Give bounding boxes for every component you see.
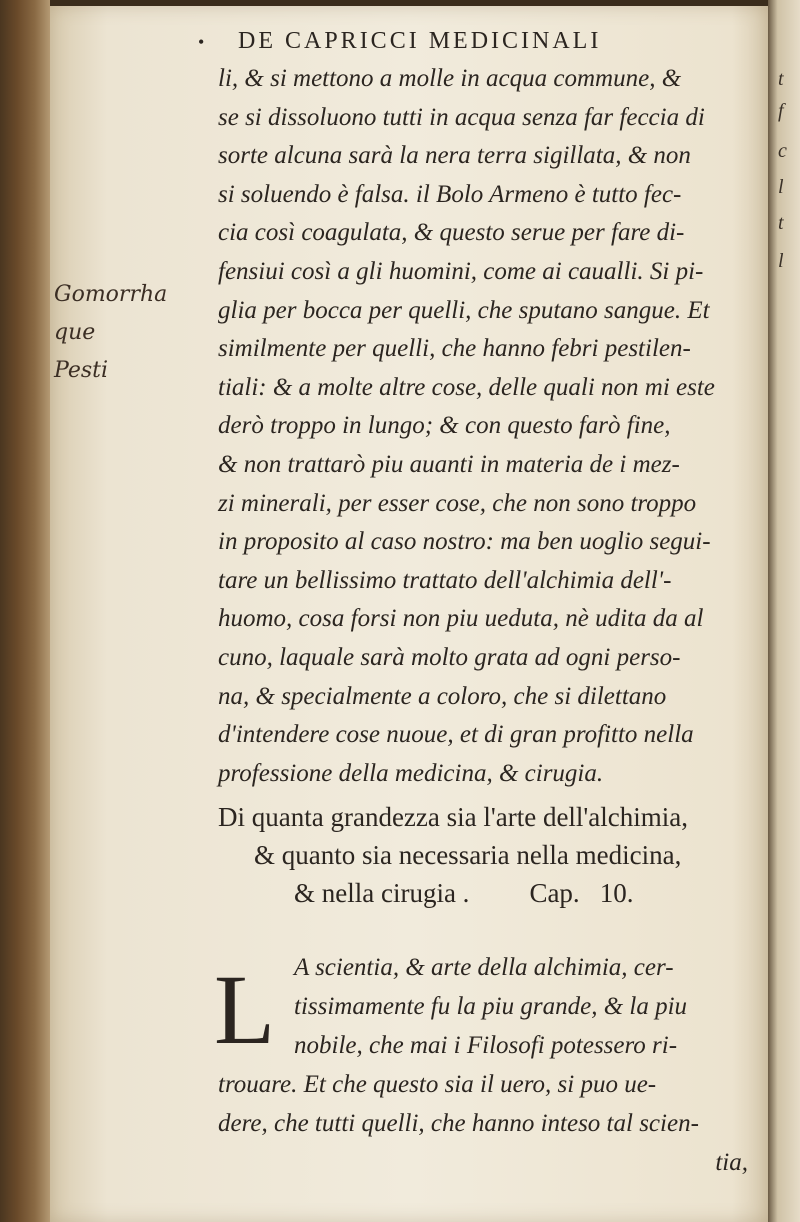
chapter-cap-label: Cap.: [529, 878, 580, 908]
text-line: d'intendere cose nuoue, et di gran profitto nella: [218, 721, 694, 749]
running-header-title: DE CAPRICCI MEDICINALI: [238, 28, 602, 54]
chapter-text-line: tia,: [715, 1149, 748, 1176]
chapter-text-line: trouare. Et che questo sia il uero, si puo ue-: [218, 1071, 657, 1098]
chapter-text-line: tissimamente fu la piu grande, & la piu: [294, 993, 688, 1020]
chapter-number: 10.: [599, 878, 634, 908]
facing-page-glyph: t: [778, 68, 784, 90]
margin-note-line: Gomorrha: [54, 282, 168, 307]
text-line: glia per bocca per quelli, che sputano sangue. Et: [218, 296, 710, 324]
text-line: professione della medicina, & cirugia.: [218, 759, 604, 787]
chapter-text-line: A scientia, & arte della alchimia, cer-: [294, 954, 674, 981]
text-line: huomo, cosa forsi non piu ueduta, nè udita da al: [218, 605, 704, 633]
text-line: similmente per quelli, che hanno febri pestilen-: [218, 335, 691, 363]
running-header: [198, 28, 738, 55]
chapter-heading: [218, 798, 758, 912]
chapter-heading-last-line: [218, 874, 758, 912]
chapter-text-line: dere, che tutti quelli, che hanno inteso tal scien-: [218, 1110, 699, 1137]
book-spine-shadow: [0, 0, 50, 1222]
facing-page-glyph: l: [778, 176, 784, 198]
text-line: na, & specialmente a coloro, che si dilettano: [218, 682, 667, 710]
facing-page-glyph: l: [778, 250, 784, 272]
text-line: cia così coagulata, & questo serue per fare di-: [218, 219, 685, 247]
facing-page-edge: [768, 0, 800, 1222]
text-line: sorte alcuna sarà la nera terra sigillata, & non: [218, 142, 691, 170]
facing-page-glyph: t: [778, 212, 784, 234]
body-text: [218, 60, 758, 793]
text-line: tare un bellissimo trattato dell'alchimia dell'-: [218, 566, 672, 594]
margin-note-line: que: [54, 320, 96, 345]
text-line: zi minerali, per esser cose, che non sono troppo: [218, 489, 697, 517]
chapter-heading-line: & quanto sia necessaria nella medicina,: [254, 840, 682, 870]
text-line: li, & si mettono a molle in acqua commune, &: [218, 65, 682, 92]
text-line: derò troppo in lungo; & con questo farò fine,: [218, 412, 671, 440]
facing-page-glyph: f: [778, 100, 784, 122]
chapter-heading-line: Di quanta grandezza sia l'arte dell'alchimia,: [218, 802, 689, 832]
text-line: si soluendo è falsa. il Bolo Armeno è tutto fec-: [218, 180, 682, 208]
text-line: in proposito al caso nostro: ma ben uoglio segui-: [218, 528, 711, 556]
chapter-heading-line: & nella cirugia .: [294, 878, 470, 908]
text-line: tiali: & a molte altre cose, delle quali non mi este: [218, 373, 715, 401]
handwritten-margin-note: [54, 276, 214, 390]
drop-cap-initial: L: [214, 954, 276, 1065]
text-line: cuno, laquale sarà molto grata ad ogni perso-: [218, 643, 681, 671]
chapter-body-text: [218, 948, 758, 1182]
chapter-text-line: nobile, che mai i Filosofi potessero ri-: [294, 1032, 678, 1059]
margin-note-line: Pesti: [54, 358, 109, 383]
facing-page-glyph: c: [778, 140, 787, 162]
header-ornament: •: [198, 32, 208, 52]
text-line: & non trattarò piu auanti in materia de i mez-: [218, 450, 680, 478]
text-line: se si dissoluono tutti in acqua senza far feccia di: [218, 103, 705, 131]
text-line: fensiui così a gli huomini, come ai caualli. Si pi-: [218, 257, 704, 285]
